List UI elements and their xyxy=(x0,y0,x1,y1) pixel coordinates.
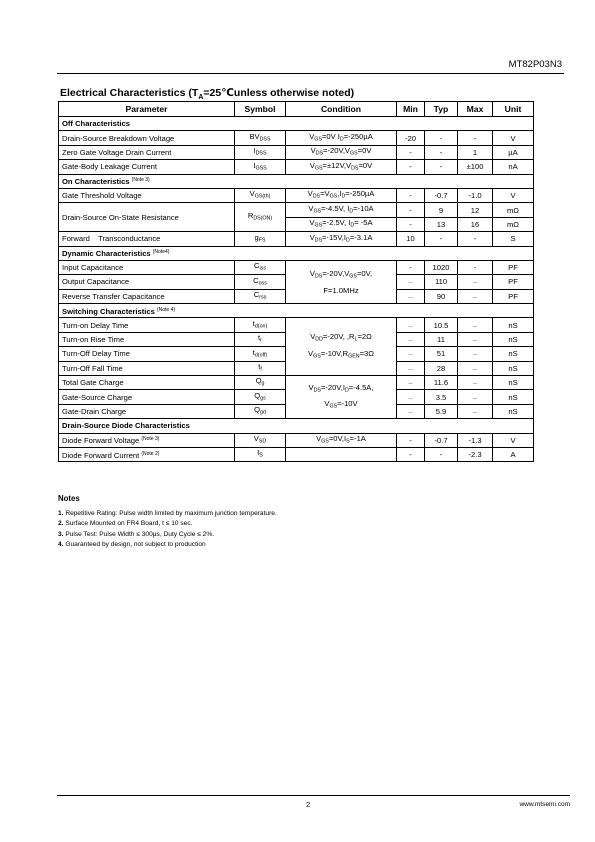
col-symbol: Symbol xyxy=(235,102,286,117)
group-row-switching: Switching Characteristics $^{(Note 4)}$ xyxy=(59,304,534,318)
page-number: 2 xyxy=(306,800,311,809)
header-rule xyxy=(57,73,564,74)
note-item: 3. Pulse Test: Pulse Width ≤ 300µs, Duty Cycle ≤ 2%. xyxy=(58,530,215,538)
table-row: Output Capacitance $C_{oss}$ – 110 – PF xyxy=(59,275,534,289)
table-row: Turn-Off Delay Time $t_{d(off)}$ – 51 – nS xyxy=(59,347,534,361)
table-row: $V_{GS}=-2.5V$, $I_D= -5A$ - 13 16 mΩ xyxy=(59,217,534,231)
table-row: Turn-Off Fall Time $t_f$ – 28 – nS xyxy=(59,361,534,375)
table-row: Total Gate Charge $Q_g$ $V_{DS}=-20V,I_D=-4.5A$, $V_{GS}=-10V$ – 11.6 – nS xyxy=(59,376,534,390)
note-item: 2. Surface Mounted on FR4 Board, t ≤ 10 sec. xyxy=(58,520,193,528)
part-number: MT82P03N3 xyxy=(508,59,562,70)
table-row: Gate-Drain Charge $Q_{gd}$ – 5.9 – nS xyxy=(59,404,534,418)
section-title: Electrical Characteristics ($T_A=25℃unless$ otherwise noted) xyxy=(60,87,355,102)
table-row: Reverse Transfer Capacitance $C_{rss}$ – 90 – PF xyxy=(59,289,534,303)
col-unit: Unit xyxy=(493,102,534,117)
table-row: Diode Forward Current $^{(Note 2)}$ $I_S$ - - -2.3 A xyxy=(59,447,534,461)
table-row: Gate-Body Leakage Current $I_{GSS}$ $V_{GS}=\pm 12V,V_{DS}=0V$ - - ±100 nA xyxy=(59,160,534,174)
table-row: Drain-Source On-State Resistance $R_{DS(ON)}$ $V_{GS}=-4.5V$, $I_D=-10A$ - 9 12 mΩ xyxy=(59,203,534,217)
group-row-dynamic: Dynamic Characteristics $^{(Note4)}$ xyxy=(59,246,534,260)
note-item: 1. Repetitive Rating: Pulse width limited by maximum junction temperature. xyxy=(58,509,277,517)
footer-rule xyxy=(57,795,570,796)
table-header-row xyxy=(59,102,534,117)
electrical-characteristics-table xyxy=(58,101,534,462)
table-row: Gate Threshold Voltage $V_{GS(th)}$ $V_{DS}=V_{GS},I_D=-250\mu A$ - -0.7 -1.0 V xyxy=(59,188,534,202)
table-row: Diode Forward Voltage $^{(Note 3)}$ $V_{SD}$ $V_{GS}=0V,I_S=-1A$ - -0.7 -1.3 V xyxy=(59,433,534,447)
notes-title: Notes xyxy=(58,494,80,503)
col-condition: Condition xyxy=(286,102,397,117)
table-row: Drain-Source Breakdown Voltage $BV_{DSS}$ $V_{GS}=0V$ $I_D=-250\mu A$ -20 - - V xyxy=(59,131,534,145)
table-row: Turn-on Delay Time $t_{d(on)}$ $V_{DD}=-20V$, $,R_L=2\Omega$ $V_{GS}=-10V,R_{GEN}=3\Omega$ – 10.5 – nS xyxy=(59,318,534,332)
table-row: Turn-on Rise Time $t_r$ – 11 – nS xyxy=(59,332,534,346)
website-link[interactable]: www.mtsemi.com xyxy=(519,801,570,808)
notes-section xyxy=(58,494,277,551)
col-typ: Typ xyxy=(425,102,458,117)
note-item: 4. Guaranteed by design, not subject to production xyxy=(58,541,206,549)
group-row-off: Off Characteristics xyxy=(59,117,534,131)
group-row-on: On Characteristics $^{(Note 3)}$ xyxy=(59,174,534,188)
table-row: Input Capacitance $C_{iss}$ $V_{DS}=-20V,V_{GS}=0V$, F=1.0MHz - 1020 - PF xyxy=(59,260,534,274)
table-row: Zero Gate Voltage Drain Current $I_{DSS}$ $V_{DS}=-20V,V_{GS}=0V$ - - 1 µA xyxy=(59,145,534,159)
group-row-diode: Drain-Source Diode Characteristics xyxy=(59,419,534,433)
table-row: Forward Transconductance $g_{FS}$ $V_{DS}=-15V,I_D=-3.1A$ 10 - - S xyxy=(59,232,534,246)
col-max: Max xyxy=(458,102,493,117)
col-min: Min xyxy=(397,102,425,117)
col-parameter: Parameter xyxy=(59,102,235,117)
table-row: Gate-Source Charge $Q_{gs}$ – 3.5 – nS xyxy=(59,390,534,404)
